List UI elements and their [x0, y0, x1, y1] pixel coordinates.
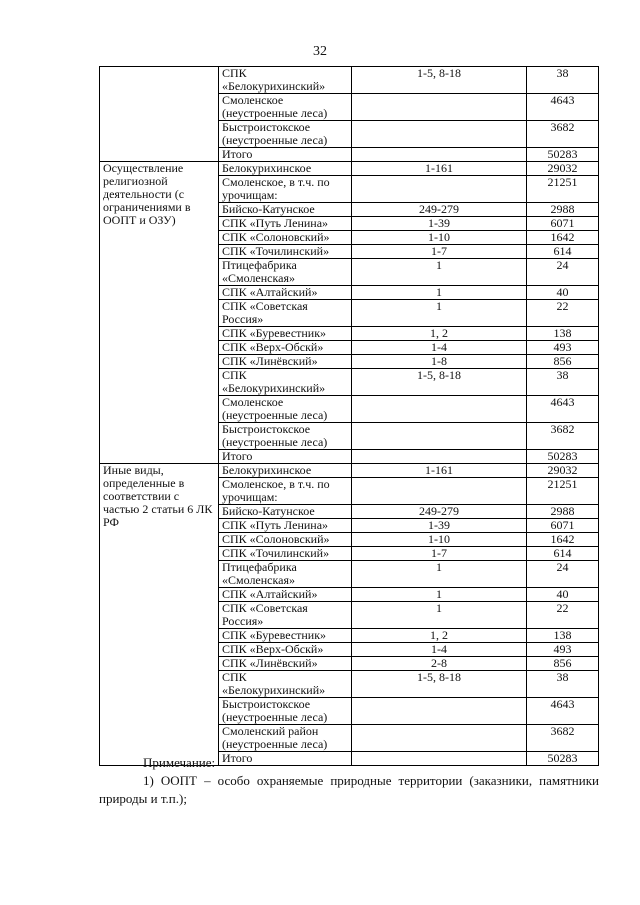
location-cell: Итого [219, 752, 352, 766]
area-cell: 3682 [527, 725, 599, 752]
quarters-cell: 1-39 [352, 519, 527, 533]
area-cell: 29032 [527, 464, 599, 478]
area-cell: 4643 [527, 396, 599, 423]
location-cell: СПК «Путь Ленина» [219, 519, 352, 533]
area-cell: 21251 [527, 478, 599, 505]
use-type-cell: Осуществление религиозной деятельности (с ограничениями в ООПТ и ОЗУ) [100, 162, 219, 464]
area-cell: 1642 [527, 231, 599, 245]
area-cell: 29032 [527, 162, 599, 176]
quarters-cell: 1-161 [352, 464, 527, 478]
quarters-cell: 249-279 [352, 505, 527, 519]
quarters-cell: 1 [352, 588, 527, 602]
area-cell: 4643 [527, 698, 599, 725]
location-cell: Смоленское (неустроенные леса) [219, 94, 352, 121]
location-cell: СПК «Точилинский» [219, 547, 352, 561]
location-cell: Бийско-Катунское [219, 505, 352, 519]
quarters-cell [352, 478, 527, 505]
area-cell: 40 [527, 588, 599, 602]
area-cell: 6071 [527, 217, 599, 231]
area-cell: 3682 [527, 423, 599, 450]
location-cell: СПК «Алтайский» [219, 588, 352, 602]
area-cell: 50283 [527, 148, 599, 162]
location-cell: Белокурихинское [219, 464, 352, 478]
page-number: 32 [313, 44, 327, 59]
area-cell: 3682 [527, 121, 599, 148]
table-row [100, 464, 599, 478]
note-title: Примечание: [143, 755, 216, 770]
quarters-cell: 1-10 [352, 231, 527, 245]
location-cell: СПК «Советская Россия» [219, 300, 352, 327]
area-cell: 614 [527, 547, 599, 561]
quarters-cell [352, 121, 527, 148]
quarters-cell: 1, 2 [352, 629, 527, 643]
location-cell: Птицефабрика «Смоленская» [219, 259, 352, 286]
area-cell: 493 [527, 341, 599, 355]
area-cell: 493 [527, 643, 599, 657]
quarters-cell [352, 148, 527, 162]
area-cell: 6071 [527, 519, 599, 533]
area-cell: 614 [527, 245, 599, 259]
location-cell: СПК «Точилинский» [219, 245, 352, 259]
quarters-cell: 1 [352, 259, 527, 286]
quarters-cell: 1-5, 8-18 [352, 67, 527, 94]
quarters-cell: 1-4 [352, 341, 527, 355]
quarters-cell: 1-5, 8-18 [352, 671, 527, 698]
quarters-cell: 1-7 [352, 245, 527, 259]
area-cell: 24 [527, 561, 599, 588]
quarters-cell: 1-8 [352, 355, 527, 369]
quarters-cell: 1-4 [352, 643, 527, 657]
location-cell: СПК «Солоновский» [219, 231, 352, 245]
quarters-cell: 1 [352, 286, 527, 300]
location-cell: СПК «Буревестник» [219, 629, 352, 643]
area-cell: 4643 [527, 94, 599, 121]
quarters-cell: 1 [352, 561, 527, 588]
location-cell: Бийско-Катунское [219, 203, 352, 217]
area-cell: 1642 [527, 533, 599, 547]
quarters-cell: 249-279 [352, 203, 527, 217]
quarters-cell: 1-39 [352, 217, 527, 231]
location-cell: СПК «Путь Ленина» [219, 217, 352, 231]
quarters-cell [352, 698, 527, 725]
quarters-cell [352, 423, 527, 450]
area-cell: 856 [527, 355, 599, 369]
location-cell: Итого [219, 148, 352, 162]
area-cell: 38 [527, 369, 599, 396]
note-item: 1) ООПТ – особо охраняемые природные территории (заказники, памятники природы и т.п.); [99, 773, 599, 806]
location-cell: Смоленское, в т.ч. по урочищам: [219, 176, 352, 203]
quarters-cell: 2-8 [352, 657, 527, 671]
location-cell: Белокурихинское [219, 162, 352, 176]
forest-use-table [99, 66, 599, 766]
location-cell: СПК «Верх-Обскй» [219, 341, 352, 355]
area-cell: 138 [527, 629, 599, 643]
area-cell: 22 [527, 602, 599, 629]
quarters-cell [352, 94, 527, 121]
area-cell: 2988 [527, 203, 599, 217]
area-cell: 38 [527, 67, 599, 94]
area-cell: 40 [527, 286, 599, 300]
quarters-cell: 1-7 [352, 547, 527, 561]
location-cell: СПК «Алтайский» [219, 286, 352, 300]
location-cell: Птицефабрика «Смоленская» [219, 561, 352, 588]
quarters-cell: 1-10 [352, 533, 527, 547]
quarters-cell: 1 [352, 602, 527, 629]
area-cell: 2988 [527, 505, 599, 519]
area-cell: 50283 [527, 450, 599, 464]
location-cell: СПК «Белокурихинский» [219, 369, 352, 396]
location-cell: Быстроистокское (неустроенные леса) [219, 423, 352, 450]
location-cell: Быстроистокское (неустроенные леса) [219, 698, 352, 725]
quarters-cell: 1 [352, 300, 527, 327]
area-cell: 38 [527, 671, 599, 698]
quarters-cell: 1-161 [352, 162, 527, 176]
area-cell: 50283 [527, 752, 599, 766]
location-cell: СПК «Белокурихинский» [219, 671, 352, 698]
table-body [100, 67, 599, 766]
location-cell: СПК «Буревестник» [219, 327, 352, 341]
location-cell: СПК «Солоновский» [219, 533, 352, 547]
location-cell: СПК «Линёвский» [219, 355, 352, 369]
quarters-cell [352, 176, 527, 203]
location-cell: СПК «Белокурихинский» [219, 67, 352, 94]
location-cell: СПК «Линёвский» [219, 657, 352, 671]
location-cell: Быстроистокское (неустроенные леса) [219, 121, 352, 148]
use-type-cell [100, 67, 219, 162]
location-cell: СПК «Советская Россия» [219, 602, 352, 629]
location-cell: СПК «Верх-Обскй» [219, 643, 352, 657]
table-row [100, 162, 599, 176]
location-cell: Смоленское, в т.ч. по урочищам: [219, 478, 352, 505]
area-cell: 22 [527, 300, 599, 327]
quarters-cell: 1-5, 8-18 [352, 369, 527, 396]
area-cell: 856 [527, 657, 599, 671]
area-cell: 24 [527, 259, 599, 286]
location-cell: Смоленский район (неустроенные леса) [219, 725, 352, 752]
quarters-cell: 1, 2 [352, 327, 527, 341]
quarters-cell [352, 725, 527, 752]
quarters-cell [352, 396, 527, 423]
table-row [100, 67, 599, 94]
quarters-cell [352, 450, 527, 464]
area-cell: 21251 [527, 176, 599, 203]
location-cell: Итого [219, 450, 352, 464]
area-cell: 138 [527, 327, 599, 341]
location-cell: Смоленское (неустроенные леса) [219, 396, 352, 423]
use-type-cell: Иные виды, определенные в соответствии с частью 2 статьи 6 ЛК РФ [100, 464, 219, 766]
